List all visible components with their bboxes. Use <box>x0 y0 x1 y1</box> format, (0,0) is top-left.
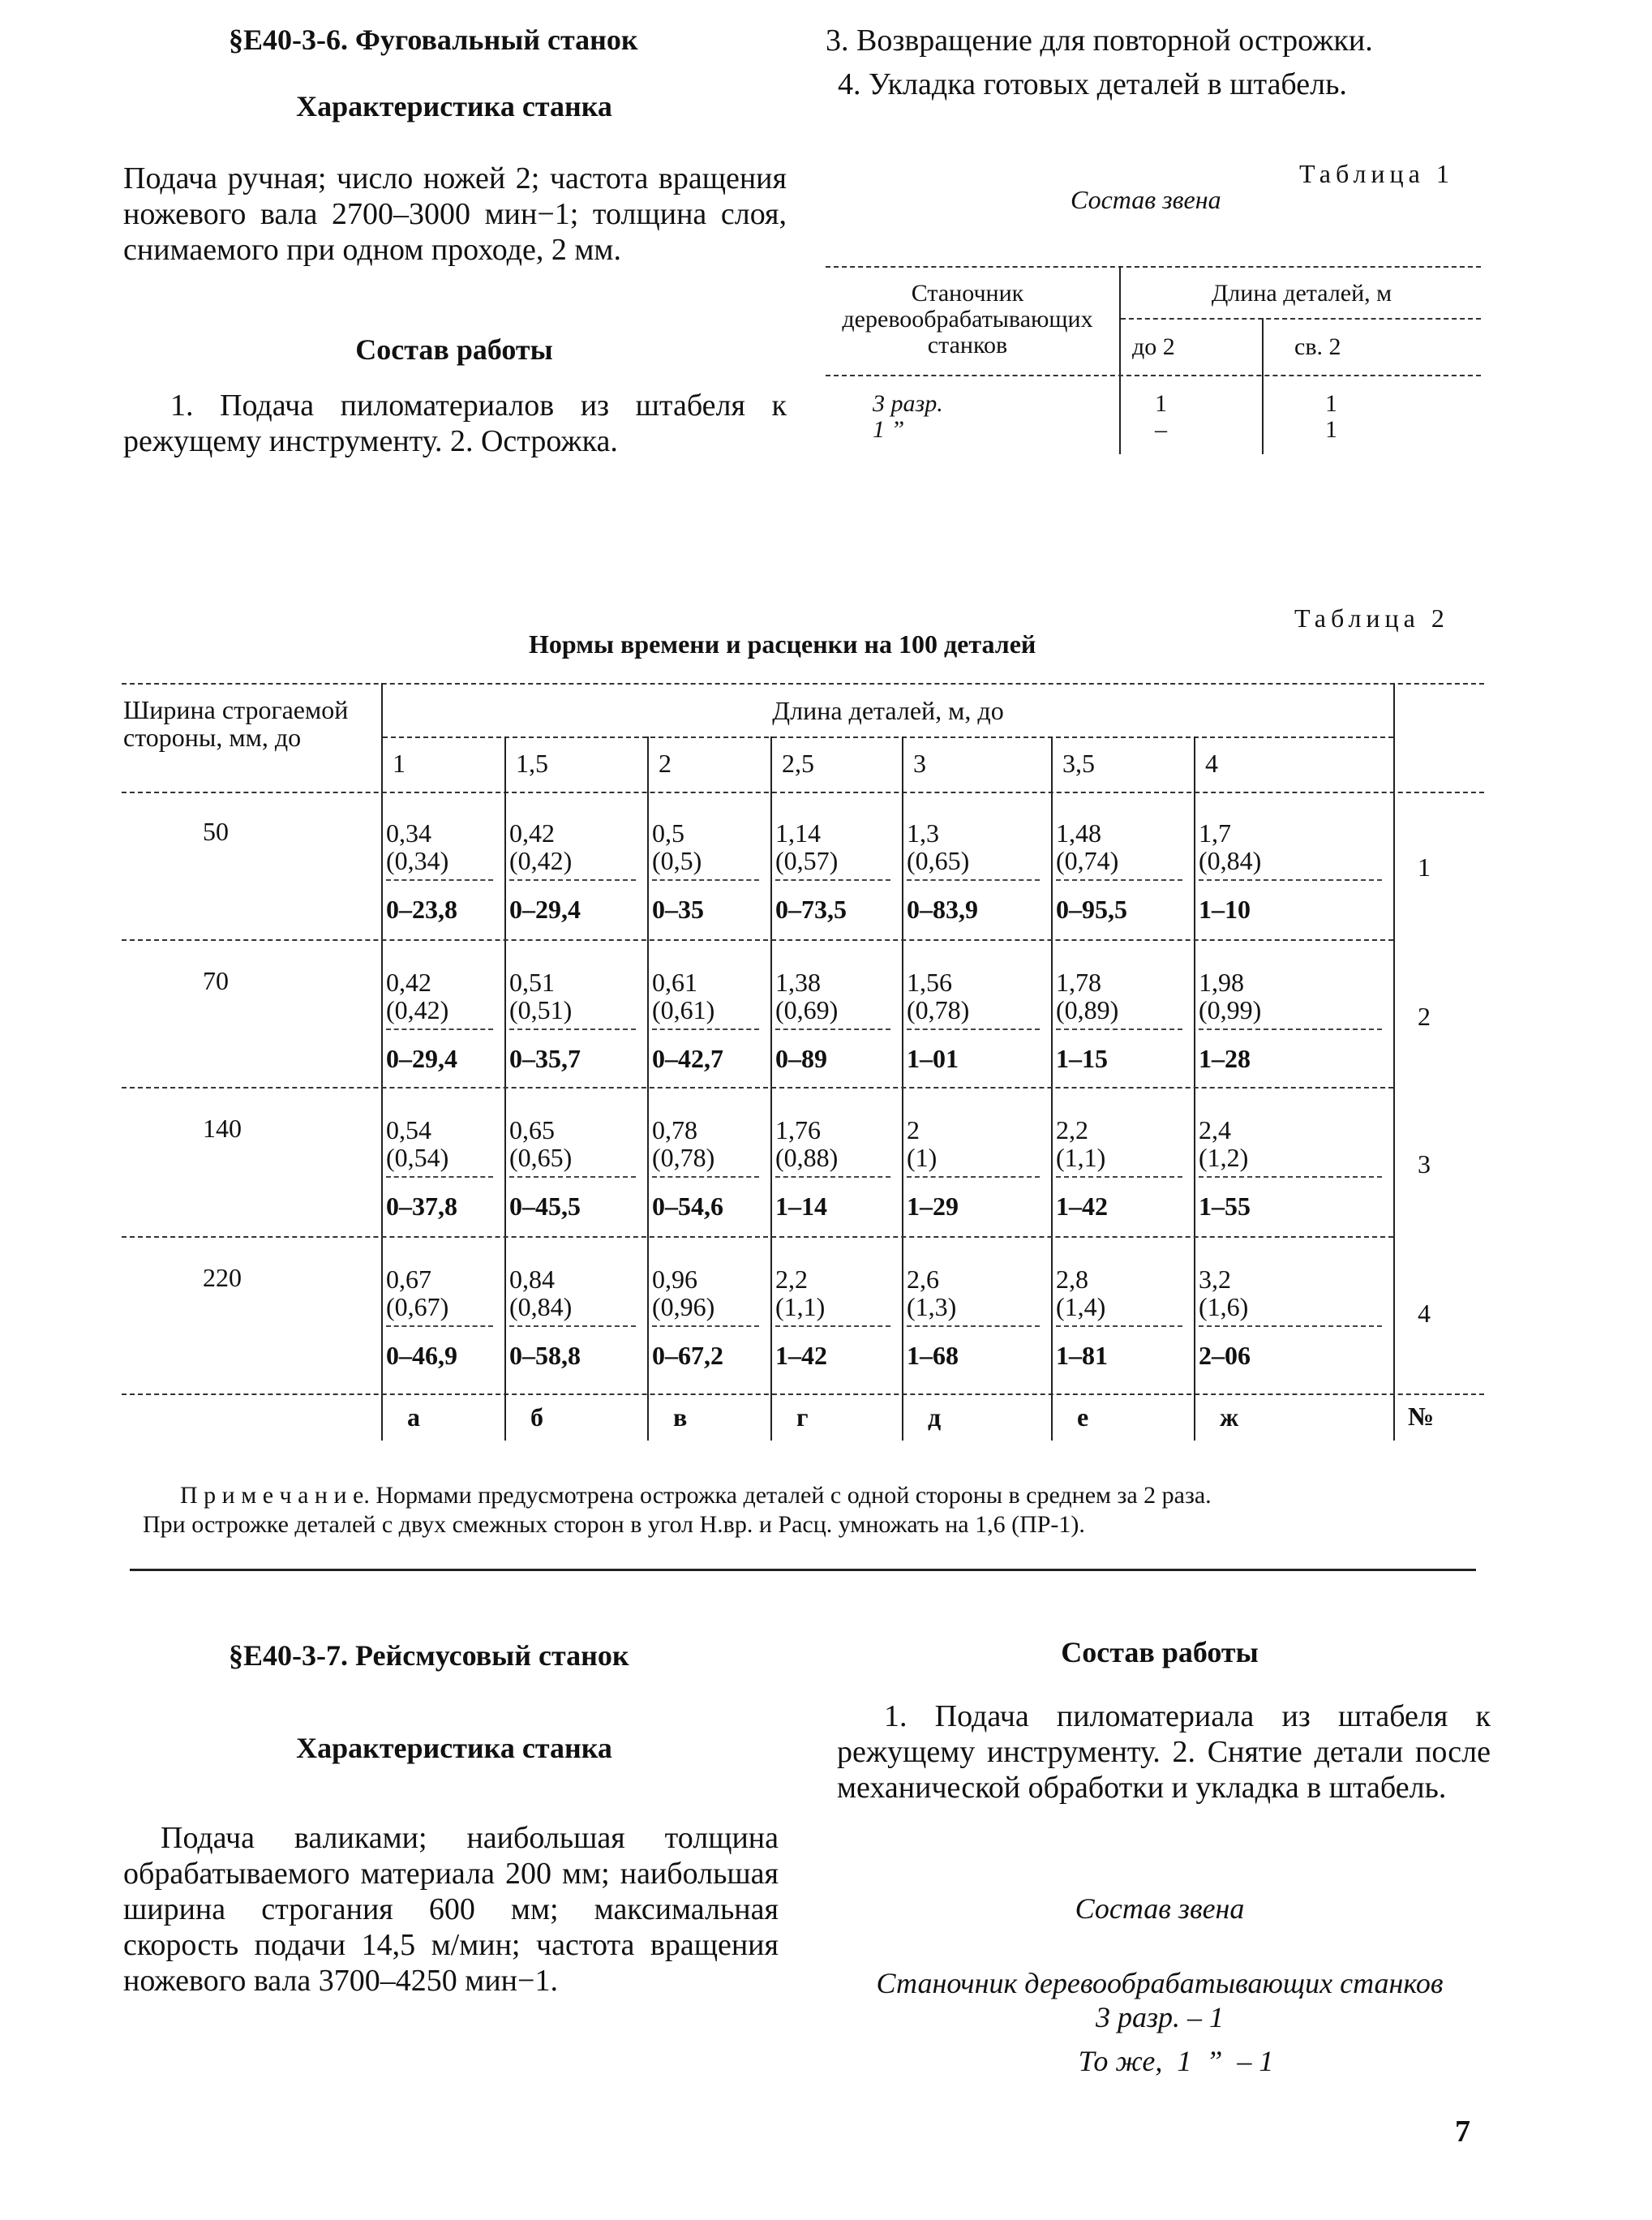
section2-work-text: 1. Подача пиломатериала из штабеля к режущему инструменту. 2. Снятие детали после механической обработки и укладка в штабель. <box>837 1699 1491 1805</box>
table2-col-line <box>647 736 649 1441</box>
table2-rate-value: 0–46,9 <box>386 1341 457 1370</box>
table2-norm-paren: (0,65) <box>509 1143 573 1172</box>
table2-norm-value: 1,3 <box>907 818 939 848</box>
table2-row-rule <box>122 939 1393 941</box>
table2-row-header: Ширина строгаемой стороны, мм, до <box>123 695 349 752</box>
table2-cell-divider <box>509 1176 636 1178</box>
table2-group-header: Длина деталей, м, до <box>772 696 1004 725</box>
table2-col-header: 1,5 <box>516 749 548 778</box>
table1-cell: 1 <box>1325 416 1337 443</box>
table2-norm-paren: (1,3) <box>907 1292 957 1321</box>
table2-cell-divider <box>509 879 636 881</box>
table1-vline <box>1119 266 1121 454</box>
table2-cell-divider <box>509 1325 636 1327</box>
table2-norm-value: 2 <box>907 1115 920 1144</box>
table1-vline <box>1262 318 1264 454</box>
table2-rate-value: 0–42,7 <box>652 1044 723 1073</box>
table2-norm-paren: (0,67) <box>386 1292 449 1321</box>
table2-rate-value: 0–58,8 <box>509 1341 581 1370</box>
table2-row-num: 3 <box>1418 1149 1431 1179</box>
section1-work-item-4: 4. Укладка готовых деталей в штабель. <box>838 67 1347 101</box>
table2-rate-value: 0–35 <box>652 895 704 924</box>
section1-char-text: Подача ручная; число ножей 2; частота вращения ножевого вала 2700–3000 мин−1; толщина слоя, снимаемого при одном проходе, 2 мм. <box>123 161 787 267</box>
table2-norm-paren: (0,57) <box>775 846 839 875</box>
table2-row-width: 220 <box>203 1263 242 1292</box>
table2-cell-divider <box>775 1325 890 1327</box>
table1-cell: – <box>1155 416 1167 443</box>
section1-title: §Е40-3-6. Фуговальный станок <box>229 24 638 56</box>
table2-norm-paren: (0,65) <box>907 846 970 875</box>
table2-top-rule <box>122 683 1484 685</box>
table2-col-header: 3 <box>913 749 926 778</box>
table2-norm-paren: (0,99) <box>1199 995 1262 1024</box>
table2-norm-paren: (0,78) <box>907 995 970 1024</box>
table2-rate-value: 1–10 <box>1199 895 1251 924</box>
table1-row-name: 3 разр. <box>873 390 943 417</box>
table2-norm-value: 1,78 <box>1056 968 1101 997</box>
table2-rate-value: 0–45,5 <box>509 1192 581 1221</box>
table2-cell-divider <box>775 879 890 881</box>
page-number: 7 <box>1455 2115 1470 2149</box>
table2-norm-paren: (1,1) <box>1056 1143 1106 1172</box>
section-divider <box>130 1569 1476 1571</box>
table2-col-letter: ж <box>1220 1402 1239 1432</box>
table2-norm-paren: (0,54) <box>386 1143 449 1172</box>
table2-norm-paren: (0,42) <box>509 846 573 875</box>
table2-cell-divider <box>1056 1176 1182 1178</box>
table1-top-rule <box>826 266 1481 268</box>
table2-rate-value: 1–68 <box>907 1341 959 1370</box>
table2-norm-paren: (0,51) <box>509 995 573 1024</box>
table2-vline <box>1393 683 1395 1441</box>
table2-norm-value: 3,2 <box>1199 1265 1231 1294</box>
table2-row-num: 2 <box>1418 1002 1431 1031</box>
table1-col-header: Станочник деревообрабатывающих станков <box>842 280 1093 359</box>
table1-row-name: 1 ” <box>873 416 905 443</box>
table2-sub-rule <box>383 736 1393 738</box>
table2-norm-paren: (0,84) <box>1199 846 1262 875</box>
table1-group-header: Длина деталей, м <box>1211 280 1392 307</box>
table2-label: Таблица 2 <box>1294 603 1449 633</box>
table2-cell-divider <box>1056 1325 1182 1327</box>
table2-norm-paren: (0,42) <box>386 995 449 1024</box>
table2-row-rule <box>122 1087 1393 1089</box>
table2-col-line <box>504 736 506 1441</box>
table2-cell-divider <box>509 1028 636 1030</box>
table2-note-line1: П р и м е ч а н и е. Нормами предусмотрена острожка деталей с одной стороны в среднем за 2 раза. <box>180 1482 1212 1509</box>
table2-norm-paren: (1,4) <box>1056 1292 1106 1321</box>
table2-cell-divider <box>652 1028 759 1030</box>
table1-cell: 1 <box>1325 390 1337 417</box>
table2-row-num: 1 <box>1418 852 1431 882</box>
table2-norm-value: 0,5 <box>652 818 684 848</box>
table2-rate-value: 0–23,8 <box>386 895 457 924</box>
table2-rate-value: 1–14 <box>775 1192 827 1221</box>
table2-cell-divider <box>907 1176 1040 1178</box>
table2-norm-value: 2,2 <box>775 1265 808 1294</box>
table2-col-header: 2 <box>659 749 672 778</box>
table2-col-header: 2,5 <box>782 749 814 778</box>
table2-col-line <box>1051 736 1053 1441</box>
table1-sub-rule <box>1121 318 1481 320</box>
table2-rate-value: 0–54,6 <box>652 1192 723 1221</box>
table2-cell-divider <box>1199 879 1382 881</box>
table2-rate-value: 1–81 <box>1056 1341 1108 1370</box>
table2-col-letter: в <box>673 1402 688 1432</box>
section1-work-item-3: 3. Возвращение для повторной острожки. <box>826 24 1373 58</box>
table2-norm-value: 1,56 <box>907 968 952 997</box>
table2-norm-value: 0,96 <box>652 1265 697 1294</box>
table2-cell-divider <box>1199 1176 1382 1178</box>
table2-norm-value: 0,42 <box>386 968 431 997</box>
table2-cell-divider <box>1056 879 1182 881</box>
table2-norm-value: 0,67 <box>386 1265 431 1294</box>
table1-title: Состав звена <box>1071 185 1221 214</box>
section2-title: §Е40-3-7. Рейсмусовый станок <box>229 1639 629 1672</box>
table2-norm-paren: (0,74) <box>1056 846 1119 875</box>
table2-norm-value: 2,8 <box>1056 1265 1088 1294</box>
table2-norm-paren: (0,61) <box>652 995 715 1024</box>
table2-norm-paren: (0,5) <box>652 846 702 875</box>
table2-norm-value: 1,76 <box>775 1115 821 1144</box>
table2-norm-paren: (0,78) <box>652 1143 715 1172</box>
section2-crew-heading: Состав звена <box>1075 1892 1245 1925</box>
table1-mid-rule <box>826 375 1481 376</box>
table2-col-letter: а <box>407 1402 420 1432</box>
table2-cell-divider <box>386 1176 493 1178</box>
table2-norm-paren: (0,96) <box>652 1292 715 1321</box>
table2-norm-paren: (1,2) <box>1199 1143 1249 1172</box>
table2-rate-value: 0–29,4 <box>386 1044 457 1073</box>
table2-rate-value: 1–42 <box>775 1341 827 1370</box>
table2-cell-divider <box>386 879 493 881</box>
section2-crew-line1: Станочник деревообрабатывающих станков <box>876 1967 1444 1999</box>
table2-cell-divider <box>652 879 759 881</box>
table2-note-line2: При острожке деталей с двух смежных сторон в угол Н.вр. и Расц. умножать на 1,6 (ПР-1). <box>143 1511 1085 1538</box>
table2-norm-value: 2,4 <box>1199 1115 1231 1144</box>
table2-norm-value: 0,51 <box>509 968 555 997</box>
table2-norm-value: 2,6 <box>907 1265 939 1294</box>
section1-work-heading: Состав работы <box>355 333 553 366</box>
table2-rate-value: 1–01 <box>907 1044 959 1073</box>
table2-row-width: 70 <box>203 966 229 995</box>
table2-cell-divider <box>907 1028 1040 1030</box>
table2-cell-divider <box>907 879 1040 881</box>
table2-col-line <box>902 736 903 1441</box>
table2-rate-value: 0–95,5 <box>1056 895 1127 924</box>
table2-bottom-rule <box>122 1393 1484 1395</box>
table2-row-width: 50 <box>203 817 229 846</box>
table2-row-num: 4 <box>1418 1299 1431 1328</box>
table2-norm-value: 1,7 <box>1199 818 1231 848</box>
section2-crew-line2: 3 разр. – 1 <box>1095 2001 1225 2033</box>
table2-norm-value: 2,2 <box>1056 1115 1088 1144</box>
section1-work-text: 1. Подача пиломатериалов из штабеля к режущему инструменту. 2. Острожка. <box>123 389 787 458</box>
table2-rate-value: 0–67,2 <box>652 1341 723 1370</box>
table2-norm-value: 0,54 <box>386 1115 431 1144</box>
table2-norm-value: 0,65 <box>509 1115 555 1144</box>
table1-sub-header: св. 2 <box>1294 333 1341 360</box>
table2-norm-value: 1,14 <box>775 818 821 848</box>
table2-cell-divider <box>775 1028 890 1030</box>
table2-cell-divider <box>652 1176 759 1178</box>
table2-cell-divider <box>775 1176 890 1178</box>
table2-rate-value: 0–89 <box>775 1044 827 1073</box>
table2-norm-paren: (1) <box>907 1143 938 1172</box>
table2-norm-value: 1,38 <box>775 968 821 997</box>
table2-rate-value: 0–37,8 <box>386 1192 457 1221</box>
table2-norm-value: 0,84 <box>509 1265 555 1294</box>
table2-col-header: 1 <box>393 749 405 778</box>
table2-rate-value: 0–29,4 <box>509 895 581 924</box>
table2-col-line <box>1194 736 1195 1441</box>
table2-rate-value: 1–15 <box>1056 1044 1108 1073</box>
table2-rate-value: 1–28 <box>1199 1044 1251 1073</box>
table2-rate-value: 1–55 <box>1199 1192 1251 1221</box>
table2-rate-value: 0–35,7 <box>509 1044 581 1073</box>
table2-rate-value: 1–42 <box>1056 1192 1108 1221</box>
table2-norm-paren: (0,69) <box>775 995 839 1024</box>
table2-norm-value: 0,34 <box>386 818 431 848</box>
table2-norm-value: 0,78 <box>652 1115 697 1144</box>
table2-header-rule <box>122 792 1484 793</box>
table2-col-line <box>770 736 772 1441</box>
table2-row-width: 140 <box>203 1114 242 1143</box>
table2-norm-paren: (0,34) <box>386 846 449 875</box>
table1-label: Таблица 1 <box>1299 159 1454 188</box>
table2-cell-divider <box>1056 1028 1182 1030</box>
table2-norm-paren: (1,1) <box>775 1292 826 1321</box>
table2-cell-divider <box>1199 1028 1382 1030</box>
table2-col-header: 3,5 <box>1062 749 1095 778</box>
table2-col-letter: д <box>928 1402 942 1432</box>
section1-char-heading: Характеристика станка <box>296 90 612 122</box>
table2-rate-value: 0–73,5 <box>775 895 847 924</box>
table2-row-rule <box>122 1236 1393 1238</box>
table2-cell-divider <box>386 1325 493 1327</box>
table2-cell-divider <box>1199 1325 1382 1327</box>
section2-crew-line3: То же, 1 ” – 1 <box>1078 2045 1274 2077</box>
table2-cell-divider <box>386 1028 493 1030</box>
table2-norm-paren: (0,84) <box>509 1292 573 1321</box>
table2-norm-value: 1,48 <box>1056 818 1101 848</box>
table2-norm-paren: (1,6) <box>1199 1292 1249 1321</box>
table2-num-label: № <box>1408 1402 1435 1431</box>
table2-cell-divider <box>652 1325 759 1327</box>
table2-col-letter: е <box>1077 1402 1089 1432</box>
section2-char-heading: Характеристика станка <box>296 1732 612 1764</box>
table2-norm-paren: (0,89) <box>1056 995 1119 1024</box>
table2-rate-value: 1–29 <box>907 1192 959 1221</box>
table2-rate-value: 2–06 <box>1199 1341 1251 1370</box>
table2-norm-paren: (0,88) <box>775 1143 839 1172</box>
table2-vline <box>381 683 383 1441</box>
table2-title: Нормы времени и расценки на 100 деталей <box>529 629 1036 659</box>
table2-norm-value: 0,42 <box>509 818 555 848</box>
table2-rate-value: 0–83,9 <box>907 895 978 924</box>
table1-sub-header: до 2 <box>1132 333 1175 360</box>
table2-cell-divider <box>907 1325 1040 1327</box>
table2-norm-value: 1,98 <box>1199 968 1244 997</box>
section2-char-text: Подача валиками; наибольшая толщина обрабатываемого материала 200 мм; наибольшая ширина строгания 600 мм; максимальная скорость подачи 14,5 м/мин; частота вращения ножевого вала 3700–4250 мин−1. <box>123 1821 779 1998</box>
table2-col-header: 4 <box>1205 749 1218 778</box>
table2-col-letter: г <box>796 1402 809 1432</box>
table2-col-letter: б <box>530 1402 543 1432</box>
section2-work-heading: Состав работы <box>1061 1636 1259 1668</box>
table2-norm-value: 0,61 <box>652 968 697 997</box>
table1-cell: 1 <box>1155 390 1167 417</box>
